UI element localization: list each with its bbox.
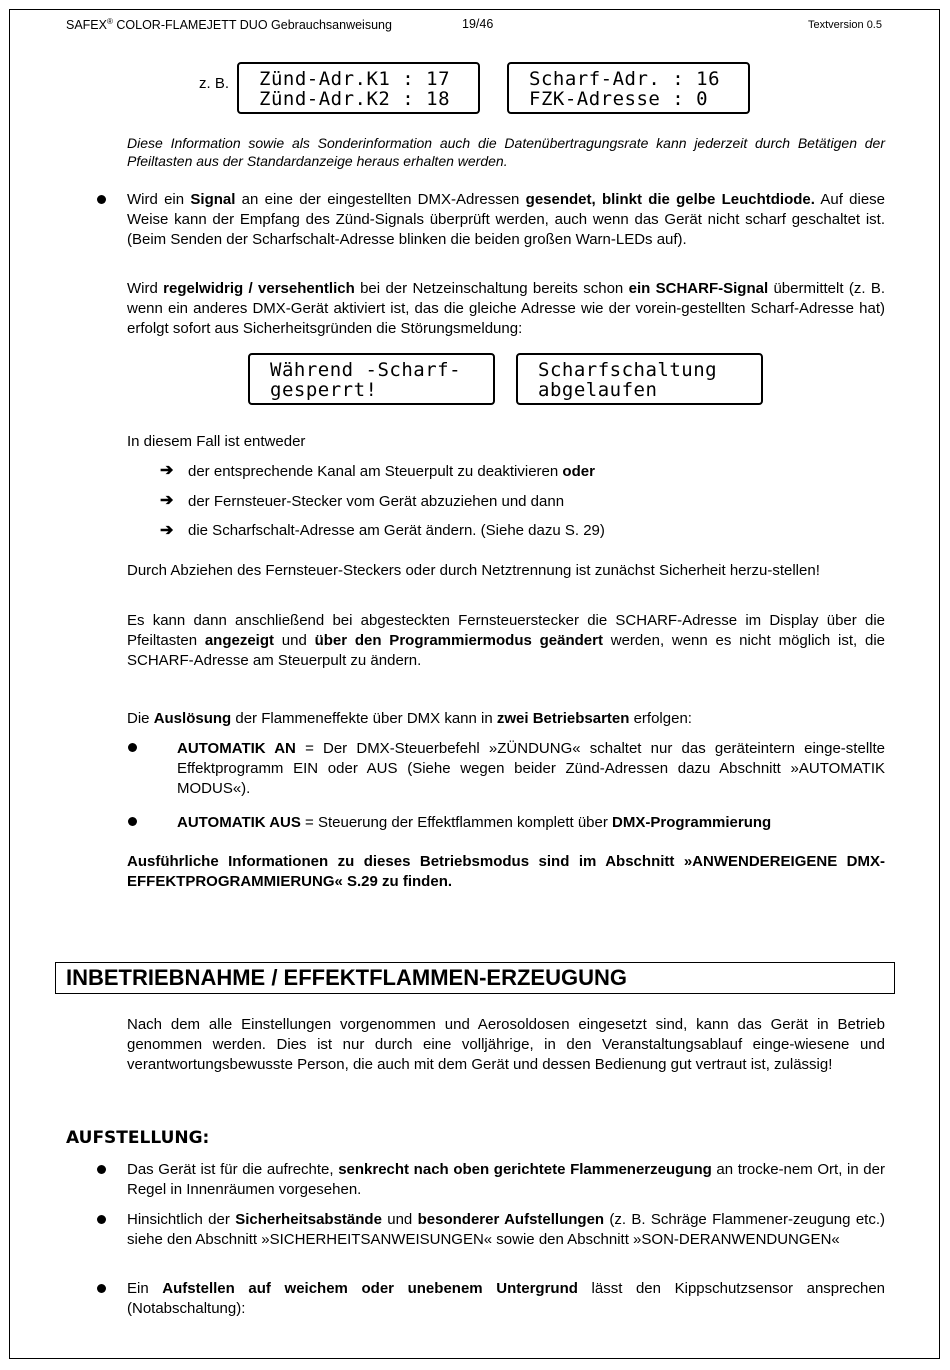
lcd-line: gesperrt! bbox=[270, 379, 378, 401]
option-item: die Scharfschalt-Adresse am Gerät ändern. (Siehe dazu S. 29) bbox=[188, 522, 605, 539]
example-label: z. B. bbox=[199, 75, 230, 92]
mode-automatic-off: AUTOMATIK AUS = Steuerung der Effektflammen komplett über DMX-Programmierung bbox=[177, 814, 772, 831]
subsection-title: AUFSTELLUNG: bbox=[66, 1128, 210, 1148]
lcd-line: abgelaufen bbox=[538, 379, 658, 401]
bullet-icon bbox=[97, 1165, 106, 1174]
info-note: Diese Information sowie als Sonderinformation auch die Datenübertragungsrate kann jederzeit durch Betätigen der Pfeiltasten aus der Standardanzeige heraus erhalten werden. bbox=[127, 135, 885, 169]
lcd-line: Scharfschaltung bbox=[538, 359, 718, 381]
lcd-error-locked bbox=[248, 353, 495, 405]
text-version: Textversion 0.5 bbox=[808, 19, 882, 31]
arrow-right-icon: ➔ bbox=[160, 492, 174, 509]
safety-paragraph: Durch Abziehen des Fernsteuer-Steckers oder durch Netztrennung ist zunächst Sicherheit herzu-stellen! bbox=[127, 562, 820, 579]
option-item: der Fernsteuer-Stecker vom Gerät abzuziehen und dann bbox=[188, 493, 565, 510]
signal-paragraph: Wird ein Signal an eine der eingestellten DMX-Adressen gesendet, blinkt die gelbe Leuchtdiode. Auf diese Weise kann der Empfang des Zünd-Signals überprüft werden, auch wenn das Gerät nicht scharf geschaltet ist. (Beim Senden der Scharfschalt-Adresse blinken die beiden großen Warn-LEDs auf). bbox=[127, 191, 885, 248]
setup-item: Hinsichtlich der Sicherheitsabstände und besonderer Aufstellungen (z. B. Schräge Flammener-zeugung etc.) siehe den Abschnitt »SICHERHEITSANWEISUNGEN« sowie den Abschnitt »SON-DERANWENDUNGEN« bbox=[127, 1211, 885, 1248]
setup-item: Das Gerät ist für die aufrechte, senkrecht nach oben gerichtete Flammenerzeugung an trocke-nem Ort, in der Regel in Innenräumen vorgesehen. bbox=[127, 1161, 885, 1198]
bullet-icon bbox=[97, 1284, 106, 1293]
lcd-line: Zünd-Adr.K2 : 18 bbox=[259, 88, 451, 110]
lcd-line: Während -Scharf- bbox=[270, 359, 462, 381]
section-paragraph: Nach dem alle Einstellungen vorgenommen und Aerosoldosen eingesetzt sind, kann das Gerät in Betrieb genommen werden. Dies ist nur durch eine volljährige, in den Veranstaltungsablauf einge-wiesene und verantwortungsbewusste Person, die auch mit dem Gerät und dessen Bedienung gut vertraut ist, zulässig! bbox=[127, 1016, 885, 1073]
section-title: INBETRIEBNAHME / EFFEKTFLAMMEN-ERZEUGUNG bbox=[55, 962, 895, 994]
lcd-line: Scharf-Adr. : 16 bbox=[529, 68, 721, 90]
arrow-right-icon: ➔ bbox=[160, 522, 174, 539]
lcd-error-expired bbox=[516, 353, 763, 405]
lcd-line: Zünd-Adr.K1 : 17 bbox=[259, 68, 451, 90]
wrong-signal-paragraph: Wird regelwidrig / versehentlich bei der Netzeinschaltung bereits schon ein SCHARF-Signal übermittelt (z. B. wenn ein anderes DMX-Gerät aktiviert ist, das die gleiche Adresse wie der vorein-gestellten Scharf-Adresse hat) erfolgt sofort aus Sicherheitsgründen die Störungsmeldung: bbox=[127, 280, 886, 337]
page-number: 19/46 bbox=[462, 17, 494, 31]
change-address-paragraph: Es kann dann anschließend bei abgesteckten Fernsteuerstecker die SCHARF-Adresse im Display über die Pfeiltasten angezeigt und über den Programmiermodus geändert werden, wenn es nicht möglich ist, die SCHARF-Adresse am Steuerpult zu ändern. bbox=[127, 612, 885, 669]
bullet-icon bbox=[128, 743, 137, 752]
lcd-line: FZK-Adresse : 0 bbox=[529, 88, 709, 110]
setup-item: Ein Aufstellen auf weichem oder unebenem Untergrund lässt den Kippschutzsensor ansprechen (Notabschaltung): bbox=[127, 1280, 886, 1317]
modes-intro: Die Auslösung der Flammeneffekte über DMX kann in zwei Betriebsarten erfolgen: bbox=[127, 710, 692, 727]
bullet-icon bbox=[97, 195, 106, 204]
mode-automatic-on: AUTOMATIK AN = Der DMX-Steuerbefehl »ZÜNDUNG« schaltet nur das geräteintern einge-stellte Effektprogramm EIN oder AUS (Siehe wegen beider Zünd-Adressen dazu Abschnitt »AUTOMATIK MODUS«). bbox=[177, 740, 885, 797]
bullet-icon bbox=[97, 1215, 106, 1224]
more-info-paragraph: Ausführliche Informationen zu dieses Betriebsmodus sind im Abschnitt »ANWENDEREIGENE DMX-EFFEKTPROGRAMMIERUNG« S.29 zu finden. bbox=[127, 853, 885, 890]
arrow-right-icon: ➔ bbox=[160, 462, 174, 479]
lcd-ignition-addresses bbox=[237, 62, 480, 114]
option-item: der entsprechende Kanal am Steuerpult zu deaktivieren oder bbox=[188, 463, 595, 480]
document-title: SAFEX® COLOR-FLAMEJETT DUO Gebrauchsanweisung bbox=[66, 17, 392, 33]
bullet-icon bbox=[128, 817, 137, 826]
lcd-arm-addresses bbox=[507, 62, 750, 114]
case-intro: In diesem Fall ist entweder bbox=[127, 433, 306, 450]
